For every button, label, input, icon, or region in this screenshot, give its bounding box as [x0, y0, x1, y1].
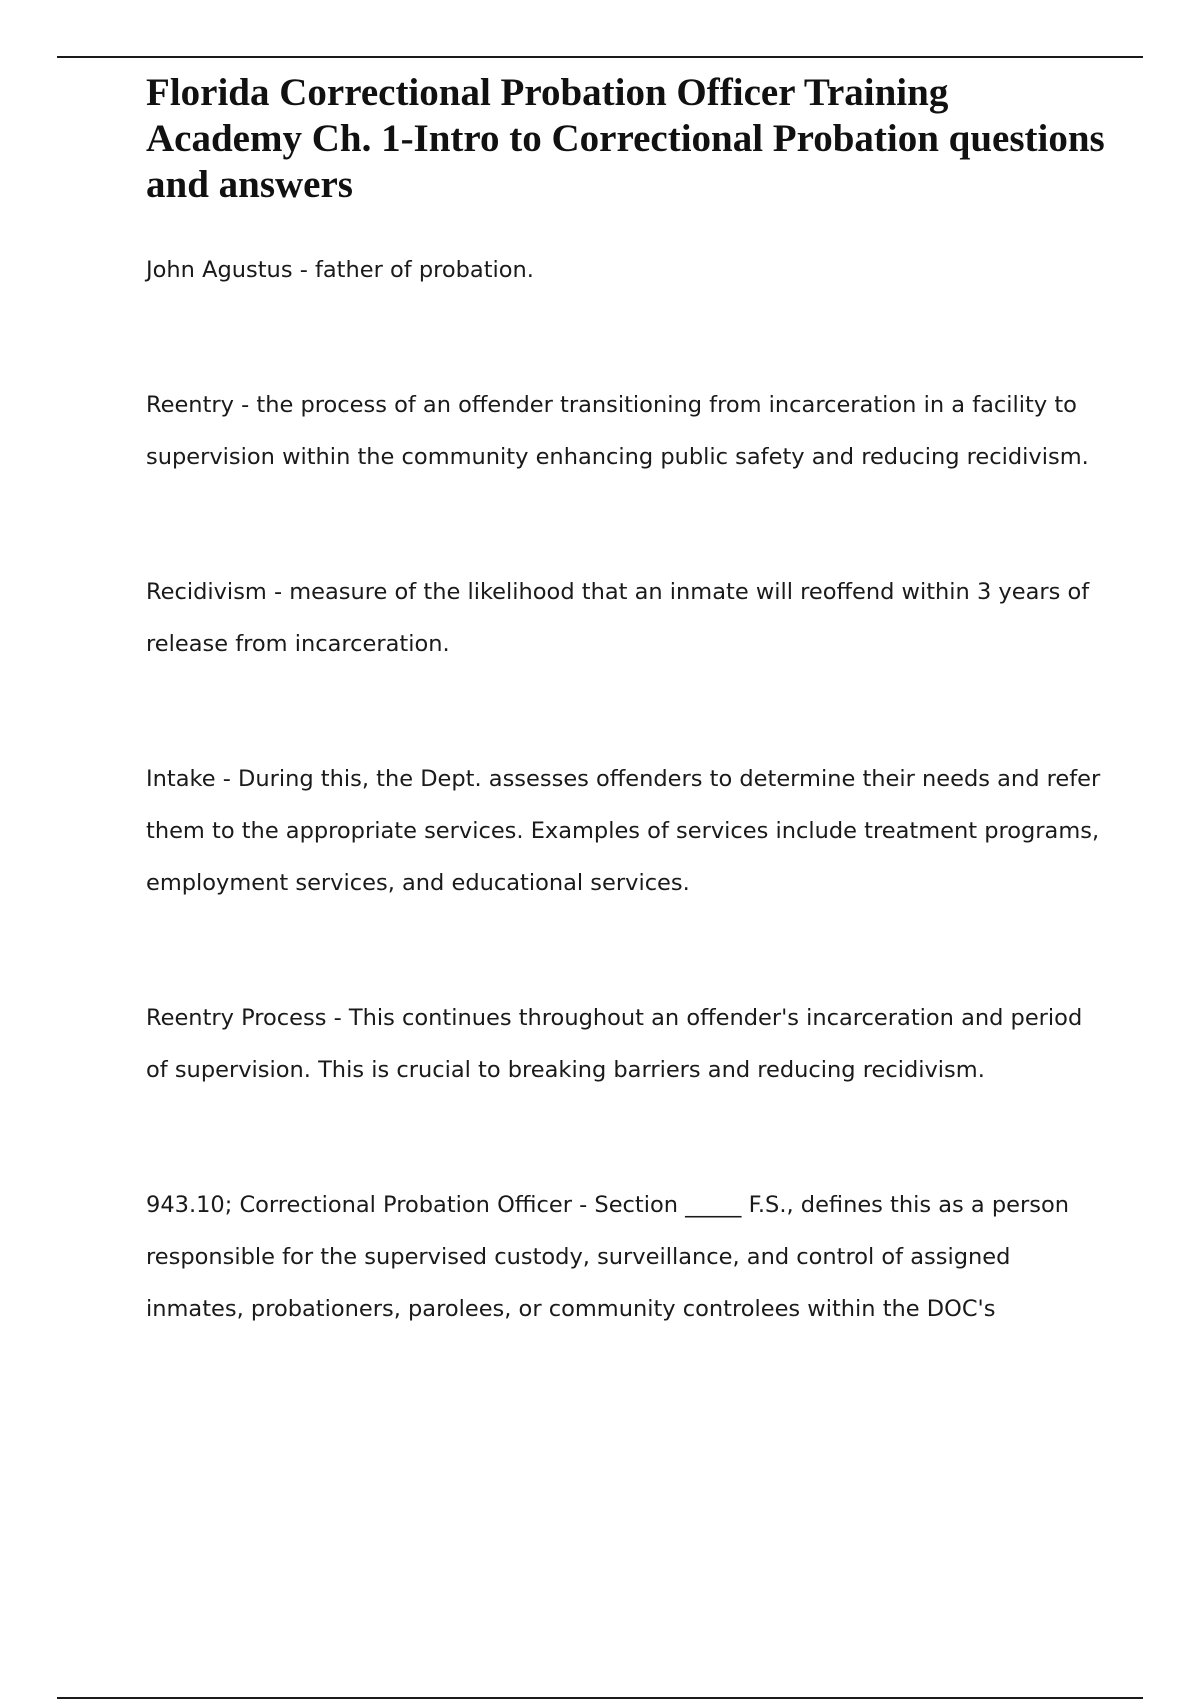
qa-entry-correctional-probation-officer: 943.10; Correctional Probation Officer - Section _____ F.S., defines this as a person responsible for the supervised custody, surveillance, and control of assigned inmates, probationers, parolees, or community controlees within the DOC's: [146, 1192, 1069, 1322]
qa-entries: [146, 244, 1106, 1335]
qa-entry-reentry: Reentry - the process of an offender transitioning from incarceration in a facility to supervision within the community enhancing public safety and reducing recidivism.: [146, 392, 1089, 470]
top-rule: [57, 56, 1143, 58]
qa-entry-reentry-process: Reentry Process - This continues throughout an offender's incarceration and period of supervision. This is crucial to breaking barriers and reducing recidivism.: [146, 1005, 1083, 1083]
qa-entry-recidivism: Recidivism - measure of the likelihood that an inmate will reoffend within 3 years of release from incarceration.: [146, 579, 1090, 657]
qa-entry-john-agustus: John Agustus - father of probation.: [146, 257, 534, 283]
page-content: [146, 70, 1106, 1418]
bottom-rule: [57, 1697, 1143, 1699]
document-title: Florida Correctional Probation Officer Training Academy Ch. 1-Intro to Correctional Probation questions and answers: [146, 71, 1105, 206]
qa-entry-intake: Intake - During this, the Dept. assesses offenders to determine their needs and refer them to the appropriate services. Examples of services include treatment programs, employment services, and educational services.: [146, 766, 1101, 896]
